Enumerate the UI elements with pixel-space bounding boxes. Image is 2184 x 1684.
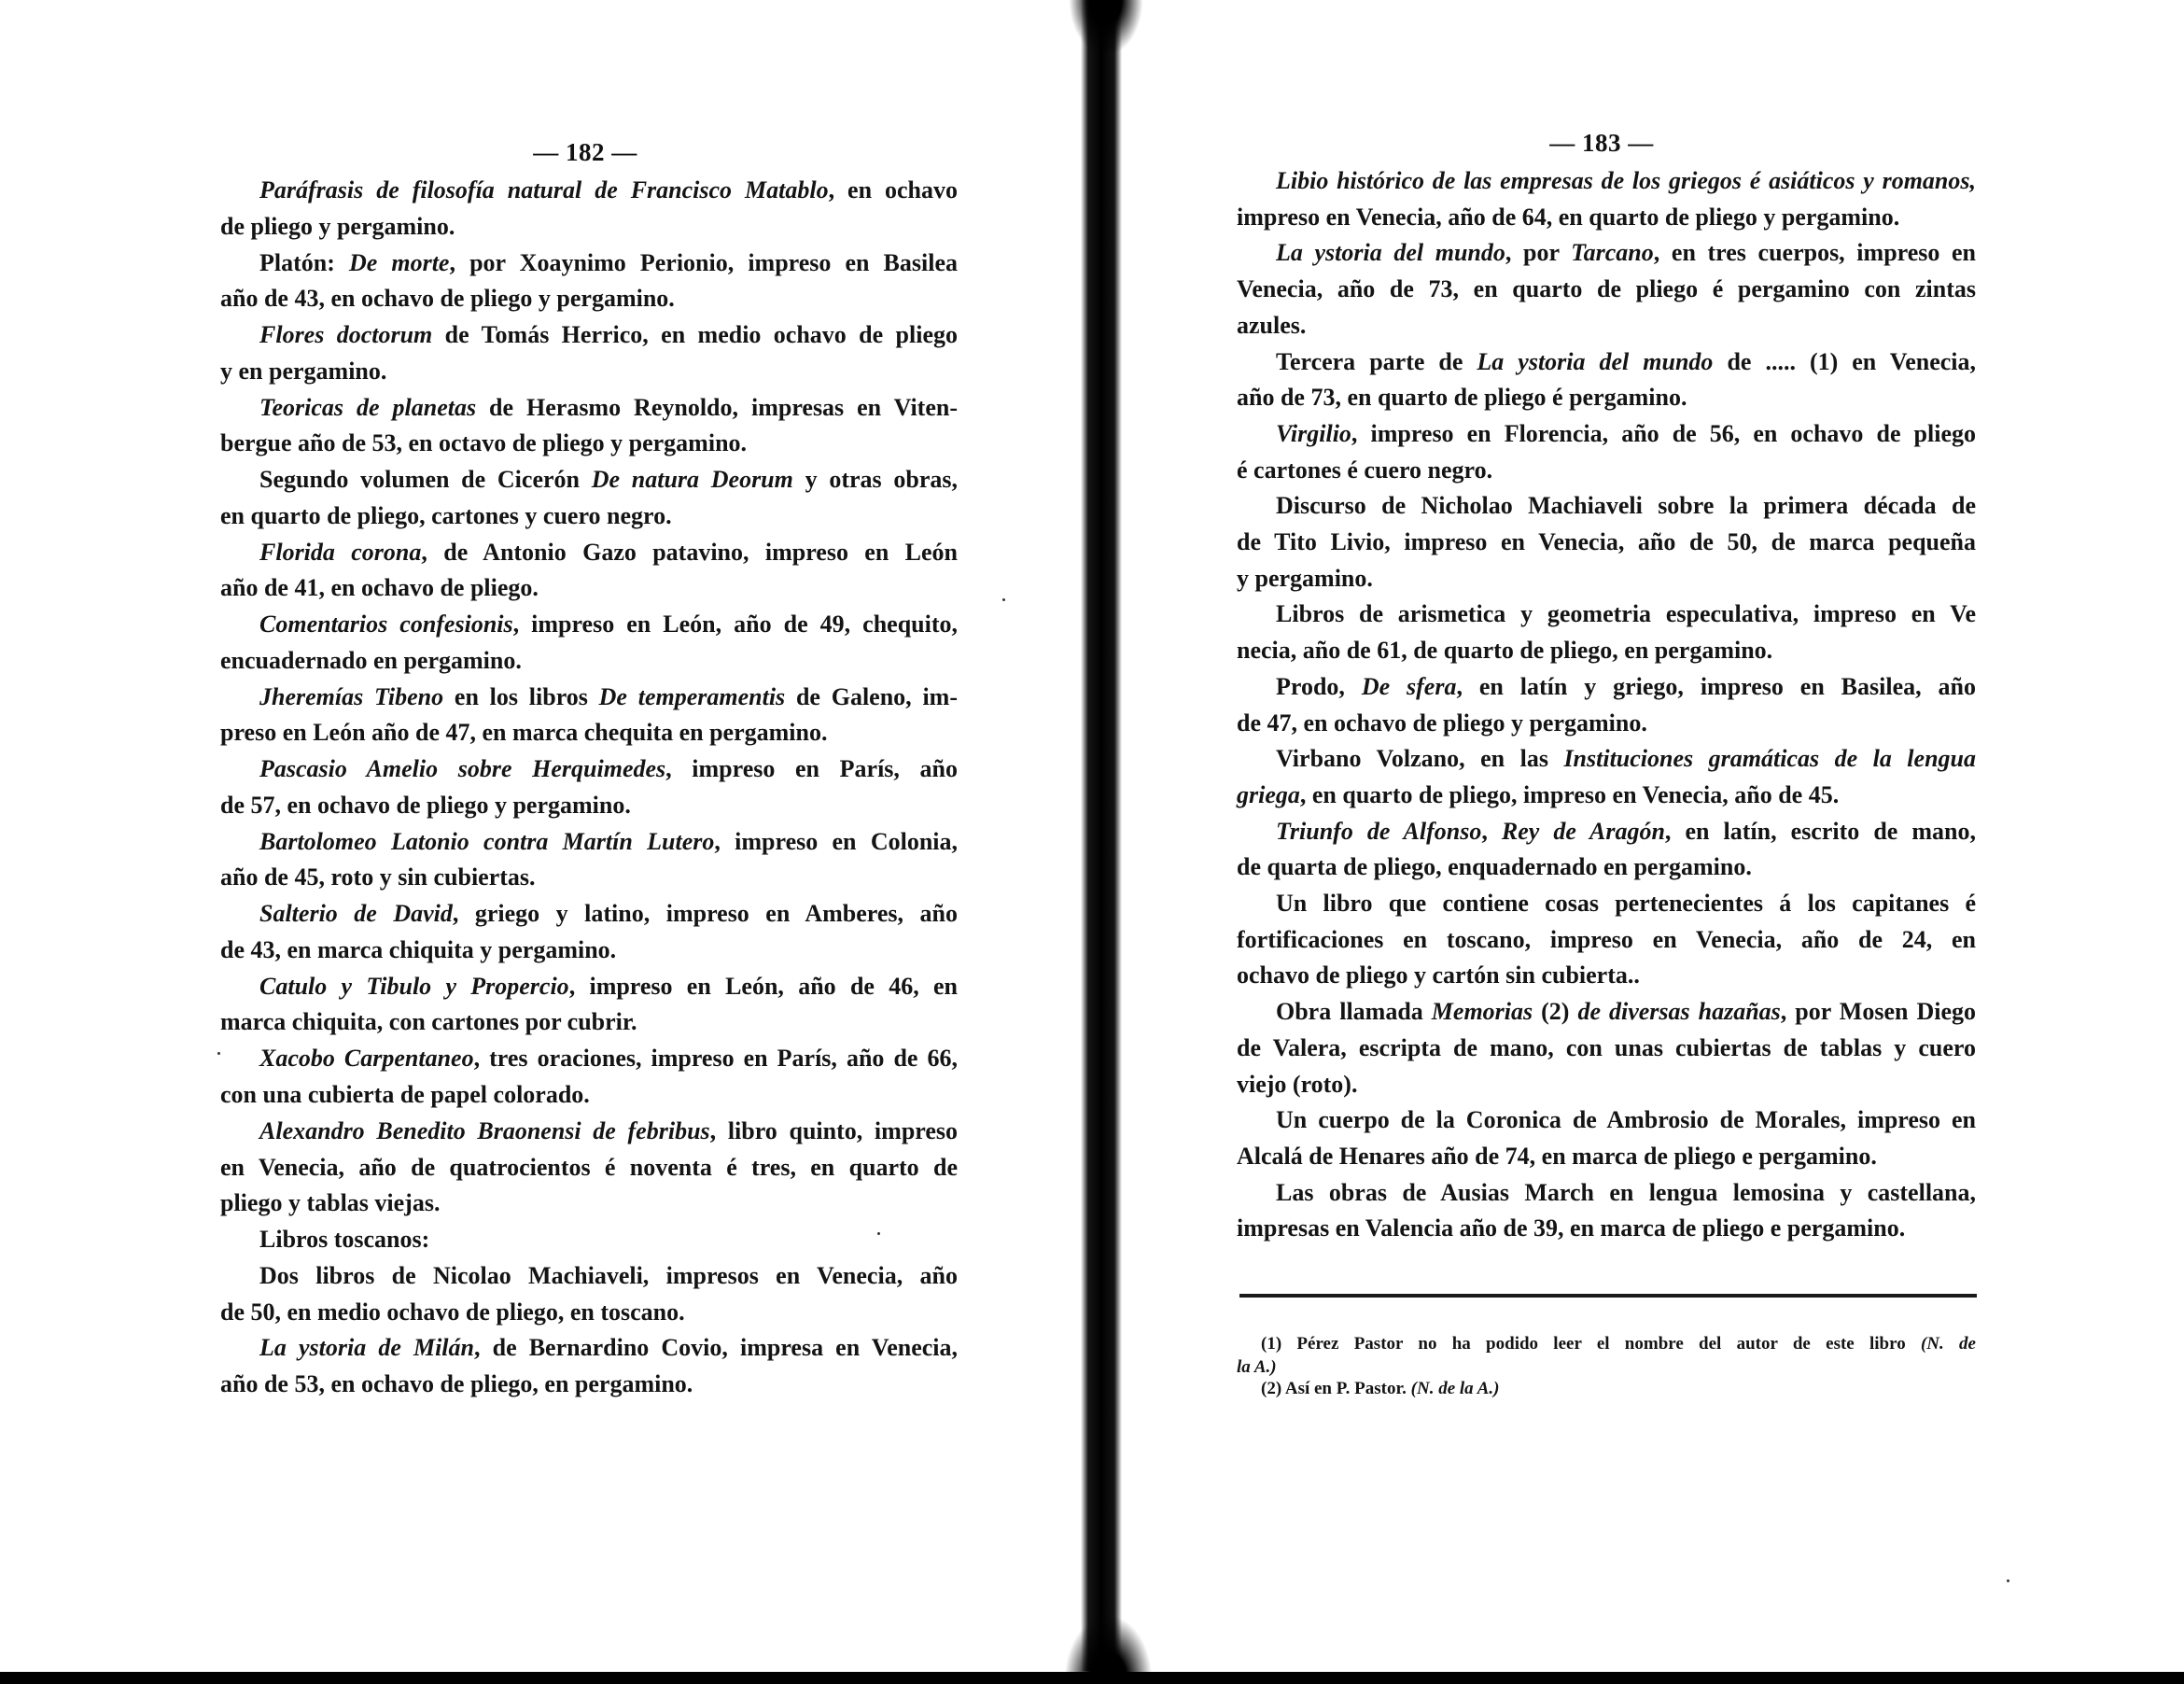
body-text: de Tomás Herrico, en medio ochavo de pliego <box>432 321 958 349</box>
text-line <box>259 538 958 568</box>
text-line <box>1276 1105 1976 1135</box>
body-text: de Valera, escripta de mano, con unas cubiertas de tablas y cuero <box>1237 1033 1976 1061</box>
text-line <box>1276 889 1976 919</box>
text-line <box>1237 383 1976 413</box>
italic-title-text: Comentarios confesionis <box>259 610 513 639</box>
body-text: de 47, en ochavo de pliego y pergamino. <box>1237 709 1647 737</box>
text-line <box>1237 961 1976 990</box>
body-text: en los libros <box>443 682 599 710</box>
text-line <box>220 573 958 603</box>
text-line <box>220 1080 958 1110</box>
body-text: necia, año de 61, de quarto de pliego, en pergamino. <box>1237 637 1773 665</box>
gutter-shadow-top <box>1069 0 1143 56</box>
body-text: Libros de arismetica y geometria especulativa, impreso en Ve <box>1276 600 1976 628</box>
body-text: y pergamino. <box>1237 564 1373 592</box>
text-line <box>220 646 958 676</box>
text-line <box>220 718 958 748</box>
italic-title-text: Teoricas de planetas <box>259 393 477 421</box>
italic-title-text: Alexandro Benedito Braonensi de febribus <box>259 1116 710 1144</box>
text-line <box>1237 311 1976 341</box>
text-line <box>1276 419 1976 449</box>
italic-title-text: De natura Deorum <box>591 466 793 494</box>
body-text: año de 73, en quarto de pliego é pergamino. <box>1237 384 1687 412</box>
body-text: (2) <box>1533 998 1578 1026</box>
scan-speck <box>877 1232 880 1235</box>
body-text: de quarta de pliego, enquadernado en pergamino. <box>1237 853 1752 881</box>
body-text: Prodo, <box>1276 672 1362 700</box>
footnote-rule <box>1239 1294 1977 1298</box>
text-line <box>1276 599 1976 629</box>
text-line <box>1237 1142 1976 1172</box>
body-text: Obra llamada <box>1276 998 1432 1026</box>
body-text: Tercera parte de <box>1276 347 1477 375</box>
text-line <box>1276 491 1976 521</box>
italic-title-text: Virgilio <box>1276 419 1351 447</box>
body-text: Las obras de Ausias March en lengua lemosina y castellana, <box>1276 1178 1976 1206</box>
body-text: , de Antonio Gazo patavino, impreso en León <box>421 538 958 566</box>
italic-title-text: La ystoria del mundo <box>1276 239 1505 267</box>
text-line <box>1237 925 1976 955</box>
body-text: Un cuerpo de la Coronica de Ambrosio de Morales, impreso en <box>1276 1106 1976 1134</box>
text-line <box>259 899 958 929</box>
italic-title-text: Instituciones gramáticas de la lengua <box>1563 745 1976 773</box>
text-line <box>1237 780 1976 810</box>
italic-title-text: Xacobo Carpentaneo <box>259 1045 474 1073</box>
italic-title-text: Catulo y Tibulo y Propercio <box>259 972 569 1000</box>
body-text: de 50, en medio ochavo de pliego, en toscano. <box>220 1298 685 1326</box>
italic-title-text: Salterio de David <box>259 900 453 928</box>
body-text: de 43, en marca chiquita y pergamino. <box>220 935 617 963</box>
italic-title-text: De sfera <box>1361 672 1457 700</box>
page-number: — 182 — <box>533 138 637 166</box>
text-line <box>220 863 958 892</box>
body-text: año de 41, en ochavo de pliego. <box>220 574 539 602</box>
text-line <box>259 320 958 350</box>
body-text: de ..... (1) en Venecia, <box>1713 347 1976 375</box>
body-text: , griego y latino, impreso en Amberes, año <box>452 900 958 928</box>
text-line <box>220 1369 958 1399</box>
text-line <box>1237 1214 1976 1243</box>
body-text: , por Xoaynimo Perionio, impreso en Basilea <box>449 248 958 276</box>
text-line <box>1237 1033 1976 1063</box>
text-line <box>1237 527 1976 557</box>
body-text: , en quarto de pliego, impreso en Venecia, año de 45. <box>1299 780 1840 808</box>
scan-speck <box>1002 598 1005 601</box>
scan-speck <box>2007 1579 2009 1582</box>
body-text: Libros toscanos: <box>259 1226 430 1254</box>
body-text: , tres oraciones, impreso en París, año de 66, <box>473 1045 958 1073</box>
body-text: , impreso en Florencia, año de 56, en ochavo de pliego <box>1351 419 1976 447</box>
body-text: , <box>1481 817 1502 845</box>
scan-bottom-edge <box>0 1672 2184 1684</box>
body-text: fortificaciones en toscano, impreso en Venecia, año de 24, en <box>1237 925 1976 953</box>
body-text: , en ochavo <box>828 176 958 203</box>
text-line <box>220 1298 958 1327</box>
text-line <box>1237 852 1976 882</box>
text-line <box>220 501 958 531</box>
body-text: marca chiquita, con cartones por cubrir. <box>220 1008 637 1036</box>
italic-title-text: Florida corona <box>259 538 422 566</box>
text-line <box>259 1116 958 1146</box>
body-text: , en tres cuerpos, impreso en <box>1653 239 1976 267</box>
body-text: (1) Pérez Pastor no ha podido leer el nombre del autor de este libro <box>1261 1334 1921 1354</box>
body-text: , en latín, escrito de mano, <box>1664 817 1976 845</box>
body-text: , impreso en Colonia, <box>714 827 958 855</box>
body-text: pliego y tablas viejas. <box>220 1189 441 1217</box>
body-text: preso en León año de 47, en marca chequita en pergamino. <box>220 719 828 747</box>
italic-title-text: Libio histórico de las empresas de los griegos é asiáticos y romanos, <box>1276 167 1976 194</box>
book-gutter-shadow <box>1081 0 1122 1671</box>
body-text: y en pergamino. <box>220 357 387 385</box>
text-line <box>220 935 958 965</box>
text-line <box>220 357 958 386</box>
body-text: Discurso de Nicholao Machiaveli sobre la primera década de <box>1276 492 1976 520</box>
body-text: (2) Así en P. Pastor. <box>1261 1379 1411 1398</box>
body-text: de pliego y pergamino. <box>220 212 455 240</box>
body-text: , por <box>1505 239 1572 267</box>
text-line <box>1276 672 1976 702</box>
body-text: impreso en Venecia, año de 64, en quarto de pliego y pergamino. <box>1237 203 1900 231</box>
text-line <box>220 1007 958 1037</box>
text-line <box>1237 274 1976 304</box>
body-text: de 57, en ochavo de pliego y pergamino. <box>220 791 631 819</box>
body-text: bergue año de 53, en octavo de pliego y pergamino. <box>220 429 748 457</box>
body-text: Venecia, año de 73, en quarto de pliego é pergamino con zintas <box>1237 275 1976 303</box>
italic-title-text: La ystoria de Milán <box>259 1334 474 1362</box>
italic-title-text: Pascasio Amelio sobre Herquimedes <box>259 755 666 783</box>
body-text: Un libro que contiene cosas pertenecientes á los capitanes é <box>1276 890 1976 917</box>
body-text: año de 43, en ochavo de pliego y pergamino. <box>220 285 675 313</box>
text-line <box>220 1153 958 1183</box>
text-line <box>259 248 958 278</box>
text-line <box>1237 564 1976 594</box>
italic-title-text: Paráfrasis de filosofía natural de Francisco Matablo <box>259 176 829 203</box>
body-text: de Herasmo Reynoldo, impresas en Viten- <box>476 393 958 421</box>
italic-title-text: Rey de Aragón <box>1501 817 1665 845</box>
text-line <box>259 1261 958 1291</box>
body-text: año de 45, roto y sin cubiertas. <box>220 863 536 891</box>
body-text: azules. <box>1237 311 1307 339</box>
text-line <box>1237 636 1976 666</box>
italic-title-text: Flores doctorum <box>259 321 433 349</box>
italic-title-text: de diversas hazañas <box>1577 998 1781 1026</box>
text-line <box>1237 203 1976 232</box>
italic-title-text: (N. de <box>1920 1334 1976 1354</box>
italic-title-text: Triunfo de Alfonso <box>1276 817 1482 845</box>
body-text: con una cubierta de papel colorado. <box>220 1081 590 1108</box>
text-line <box>259 175 958 205</box>
italic-title-text: la A.) <box>1237 1357 1277 1377</box>
footnote-line <box>1237 1356 1976 1379</box>
italic-title-text: Bartolomeo Latonio contra Martín Lutero <box>259 827 715 855</box>
body-text: Segundo volumen de Cicerón <box>259 466 592 494</box>
scan-speck <box>217 1052 220 1055</box>
text-line <box>259 610 958 639</box>
body-text: Virbano Volzano, en las <box>1276 745 1564 773</box>
text-line <box>1276 744 1976 774</box>
body-text: ochavo de pliego y cartón sin cubierta.. <box>1237 961 1640 989</box>
text-line <box>1276 238 1976 268</box>
text-line <box>1237 1070 1976 1100</box>
text-line <box>1237 456 1976 485</box>
italic-title-text: La ystoria del mundo <box>1477 347 1714 375</box>
italic-title-text: griega <box>1237 780 1300 808</box>
text-line <box>259 1044 958 1074</box>
body-text: de Tito Livio, impreso en Venecia, año de 50, de marca pequeña <box>1237 528 1976 555</box>
text-line <box>1237 709 1976 738</box>
italic-title-text: Jheremías Tibeno <box>259 682 444 710</box>
text-line <box>220 1188 958 1218</box>
right-page <box>1120 0 2184 1671</box>
text-line <box>1276 347 1976 377</box>
text-line <box>259 465 958 495</box>
body-text: , impreso en León, año de 49, chequito, <box>512 610 959 639</box>
body-text: , impreso en León, año de 46, en <box>568 972 958 1000</box>
italic-title-text: (N. de la A.) <box>1410 1379 1500 1398</box>
body-text: , por Mosen Diego <box>1780 998 1976 1026</box>
italic-title-text: Tarcano <box>1571 239 1654 267</box>
page-number: — 183 — <box>1549 129 1654 157</box>
text-line <box>220 212 958 242</box>
body-text: año de 53, en ochavo de pliego, en pergamino. <box>220 1370 693 1398</box>
body-text: viejo (roto). <box>1237 1070 1358 1098</box>
body-text: Alcalá de Henares año de 74, en marca de pliego e pergamino. <box>1237 1142 1877 1170</box>
text-line <box>1276 166 1976 196</box>
gutter-shadow-bottom <box>1064 1615 1153 1680</box>
body-text: , libro quinto, impreso <box>709 1116 959 1144</box>
body-text: de Galeno, im- <box>785 682 958 710</box>
body-text: impresas en Valencia año de 39, en marca de pliego e pergamino. <box>1237 1214 1906 1242</box>
italic-title-text: De temperamentis <box>598 682 786 710</box>
body-text: Dos libros de Nicolao Machiaveli, impresos en Venecia, año <box>259 1261 958 1289</box>
text-line <box>259 1225 958 1255</box>
text-line <box>1276 997 1976 1027</box>
text-line <box>259 682 958 712</box>
body-text: en quarto de pliego, cartones y cuero negro. <box>220 501 672 529</box>
text-line <box>259 827 958 857</box>
body-text: encuadernado en pergamino. <box>220 646 522 674</box>
text-line <box>220 791 958 821</box>
body-text: en Venecia, año de quatrocientos é noventa é tres, en quarto de <box>220 1153 958 1181</box>
text-line <box>259 393 958 423</box>
text-line <box>259 972 958 1002</box>
body-text: y otras obras, <box>792 466 958 494</box>
text-line <box>259 1333 958 1363</box>
body-text: , de Bernardino Covio, impresa en Venecia, <box>474 1334 959 1362</box>
body-text: , en latín y griego, impreso en Basilea, año <box>1456 672 1976 700</box>
body-text: Platón: <box>259 248 349 276</box>
text-line <box>220 428 958 458</box>
footnote-line <box>1261 1333 1976 1355</box>
italic-title-text: Memorias <box>1431 998 1533 1026</box>
left-page <box>0 0 1083 1671</box>
italic-title-text: De morte <box>348 248 450 276</box>
body-text: , impreso en París, año <box>665 755 959 783</box>
text-line <box>259 754 958 784</box>
text-line <box>1276 817 1976 847</box>
footnote-line <box>1261 1378 1976 1400</box>
text-line <box>1276 1178 1976 1208</box>
text-line <box>220 284 958 314</box>
body-text: é cartones é cuero negro. <box>1237 456 1493 484</box>
